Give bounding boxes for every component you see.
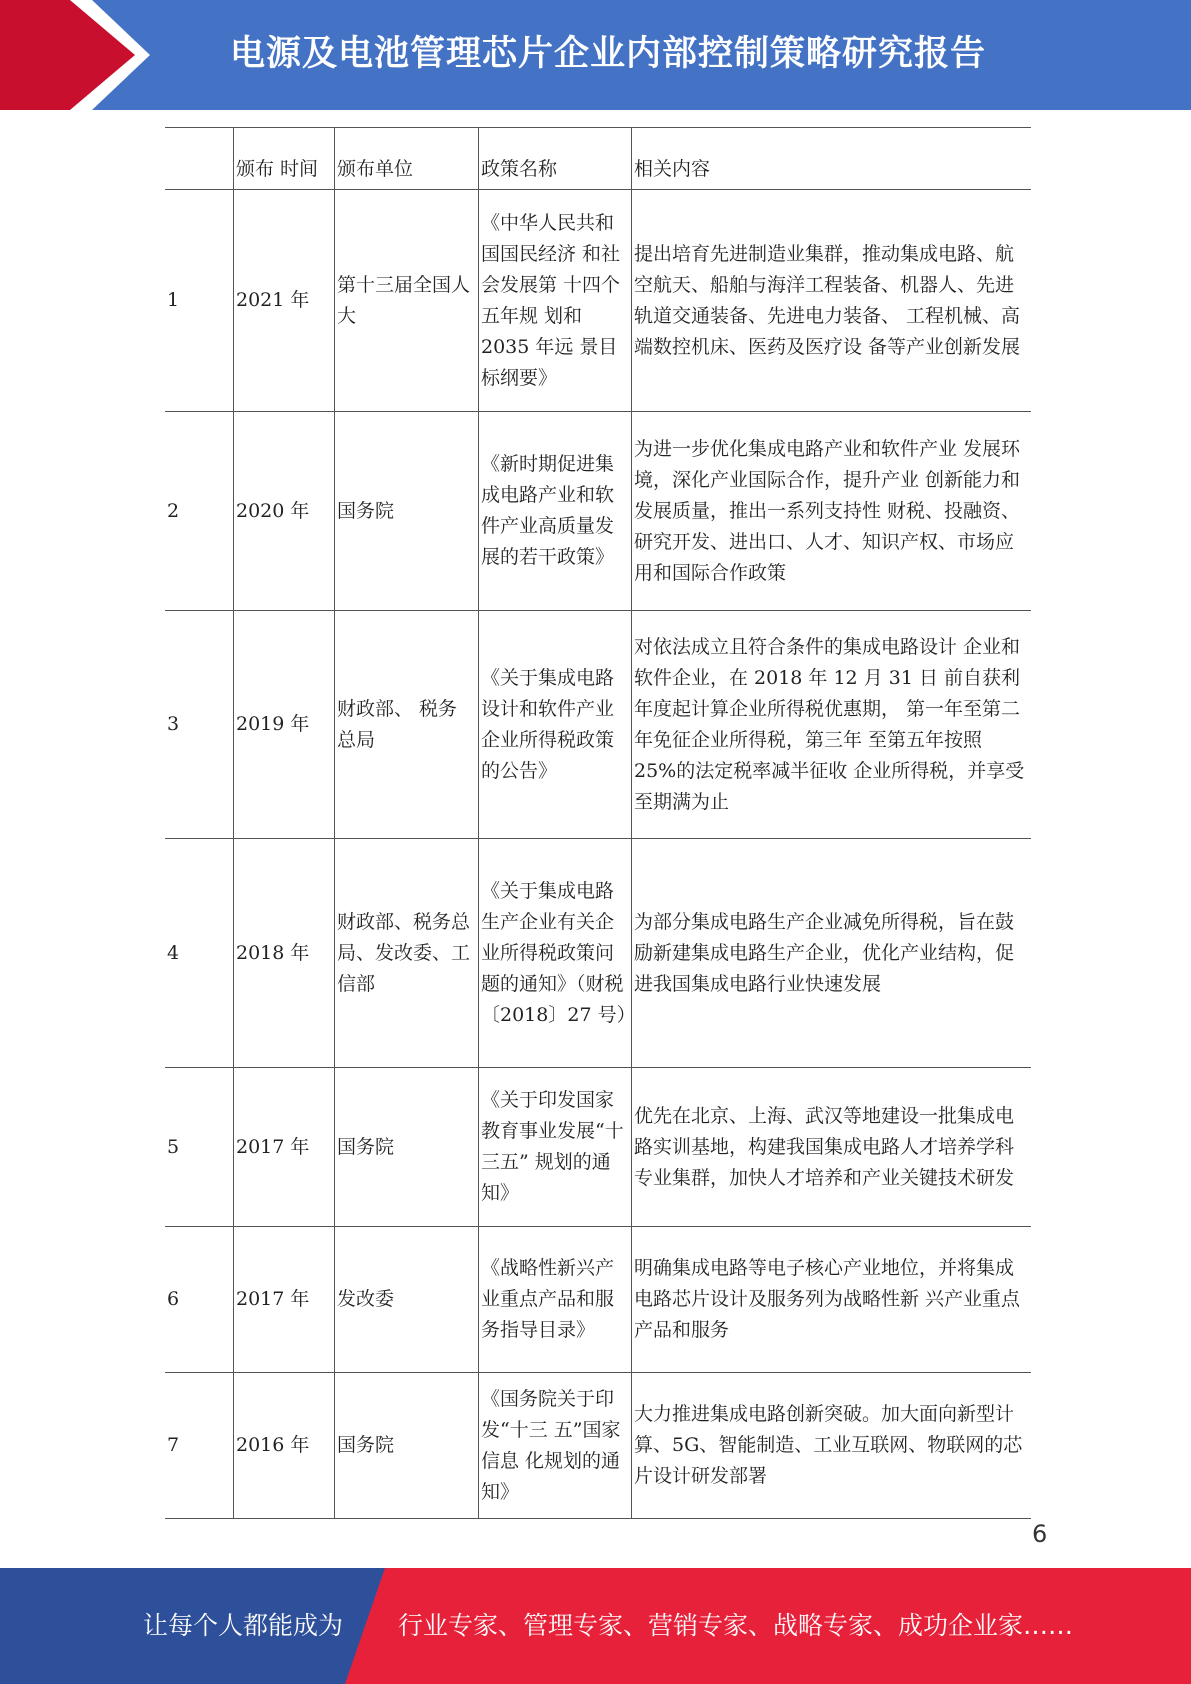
header-cell-issuer: 颁布单位 [335, 128, 479, 190]
row-policy-name: 《新时期促进集成电路产业和软件产业高质量发展的若干政策》 [479, 412, 632, 611]
table-row [165, 839, 1031, 1068]
page-number: 6 [1032, 1520, 1048, 1548]
row-issuer: 财政部、 税务总局 [335, 611, 479, 839]
row-number: 6 [167, 1288, 180, 1310]
row-content: 明确集成电路等电子核心产业地位，并将集成电路芯片设计及服务列为战略性新 兴产业重点产品和服务 [632, 1227, 1032, 1373]
row-policy-name: 《中华人民共和国国民经济 和社会发展第 十四个五年规 划和 2035 年远 景目标纲要》 [479, 190, 632, 412]
row-policy-name: 《战略性新兴产业重点产品和服务指导目录》 [479, 1227, 632, 1373]
row-issuer: 财政部、税务总局、发改委、工信部 [335, 839, 479, 1068]
header-cell-no [165, 128, 234, 190]
row-number: 3 [167, 713, 180, 735]
table-row [165, 190, 1031, 412]
table-row [165, 611, 1031, 839]
row-policy-name: 《关于集成电路设计和软件产业企业所得税政策的公告》 [479, 611, 632, 839]
row-content: 优先在北京、上海、武汉等地建设一批集成电路实训基地，构建我国集成电路人才培养学科专业集群，加快人才培养和产业关键技术研发 [632, 1068, 1032, 1227]
table-header-row [165, 128, 1031, 190]
row-issuer: 国务院 [335, 1068, 479, 1227]
row-content: 为部分集成电路生产企业减免所得税，旨在鼓励新建集成电路生产企业，优化产业结构，促进我国集成电路行业快速发展 [632, 839, 1032, 1068]
row-content: 大力推进集成电路创新突破。加大面向新型计算、5G、智能制造、工业互联网、物联网的芯片设计研发部署 [632, 1373, 1032, 1519]
row-number: 1 [167, 289, 180, 311]
row-number: 5 [167, 1135, 180, 1158]
row-issuer: 第十三届全国人大 [335, 190, 479, 412]
table-row [165, 1068, 1031, 1227]
footer-slogan-right: 行业专家、管理专家、营销专家、战略专家、成功企业家…… [398, 1611, 1074, 1640]
table-row [165, 1373, 1031, 1519]
table-row [165, 412, 1031, 611]
row-content: 对依法成立且符合条件的集成电路设计 企业和软件企业，在 2018 年 12 月 31 日 前自获利年度起计算企业所得税优惠期， 第一年至第二年免征企业所得税，第三年 至第五年按照 25%的法定税率减半征收 企业所得税，并享受至期满为止 [632, 611, 1032, 839]
row-year: 2017 年 [234, 1068, 335, 1227]
row-year: 2020 年 [234, 412, 335, 611]
row-year: 2016 年 [234, 1373, 335, 1519]
row-policy-name: 《关于印发国家教育事业发展“十三五” 规划的通知》 [479, 1068, 632, 1227]
row-policy-name: 《国务院关于印发“十三 五”国家信息 化规划的通 知》 [479, 1373, 632, 1519]
table-row [165, 1227, 1031, 1373]
policy-table [165, 127, 1031, 1519]
row-number: 7 [167, 1434, 180, 1456]
row-number: 4 [167, 941, 180, 964]
row-issuer: 国务院 [335, 412, 479, 611]
row-number: 2 [167, 499, 180, 522]
document-title: 电源及电池管理芯片企业内部控制策略研究报告 [230, 34, 987, 74]
row-year: 2017 年 [234, 1227, 335, 1373]
header-cell-content: 相关内容 [632, 128, 1032, 190]
row-year: 2021 年 [234, 190, 335, 412]
row-issuer: 发改委 [335, 1227, 479, 1373]
footer-slogan-left: 让每个人都能成为 [143, 1611, 344, 1640]
header-cell-year: 颁布 时间 [234, 128, 335, 190]
row-content: 为进一步优化集成电路产业和软件产业 发展环境，深化产业国际合作，提升产业 创新能力和发展质量，推出一系列支持性 财税、投融资、研究开发、进出口、人才、知识产权、市场应用和国际合作政策 [632, 412, 1032, 611]
row-content: 提出培育先进制造业集群，推动集成电路、航空航天、船舶与海洋工程装备、机器人、先进轨道交通装备、先进电力装备、 工程机械、高端数控机床、医药及医疗设 备等产业创新发展 [632, 190, 1032, 412]
header-cell-policy-name: 政策名称 [479, 128, 632, 190]
row-policy-name: 《关于集成电路生产企业有关企业所得税政策问题的通知》（财税〔2018〕27 号） [479, 839, 632, 1068]
row-year: 2018 年 [234, 839, 335, 1068]
page-header [0, 0, 1191, 110]
page-footer [0, 1568, 1191, 1684]
row-year: 2019 年 [234, 611, 335, 839]
row-issuer: 国务院 [335, 1373, 479, 1519]
